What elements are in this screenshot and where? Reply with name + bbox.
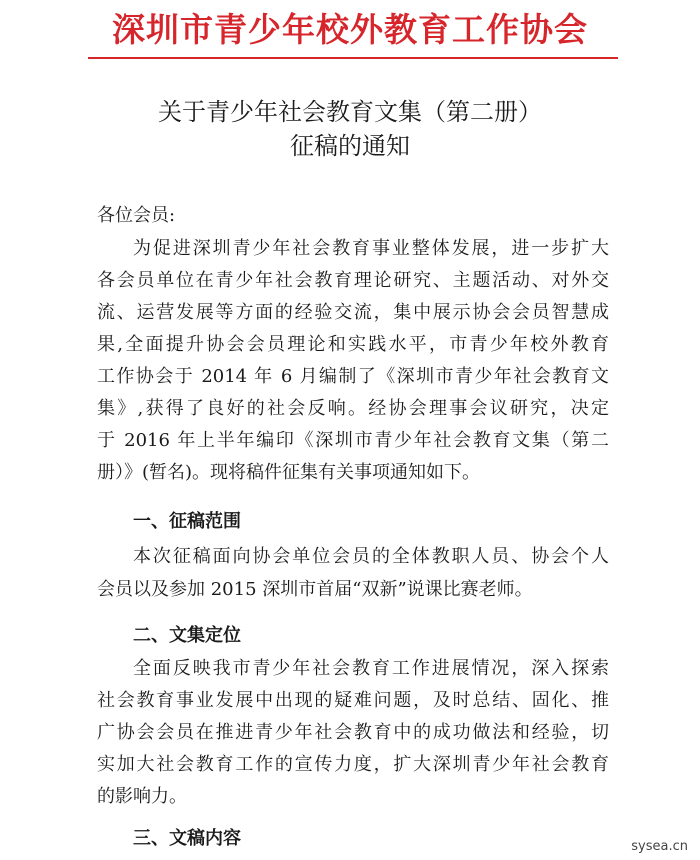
document-title-line-1: 关于青少年社会教育文集（第二册） — [158, 98, 542, 126]
letterhead-red-rule — [88, 57, 618, 59]
document-title-line-2: 征稿的通知 — [290, 132, 410, 160]
letterhead-org-name: 深圳市青少年校外教育工作协会 — [112, 10, 588, 49]
intro-line: 集》,获得了良好的社会反响。经协会理事会议研究，决定 — [97, 398, 609, 419]
intro-line: 册）》(暂名)。现将稿件征集有关事项通知如下。 — [97, 462, 481, 483]
site-watermark: sysea.cn — [631, 839, 688, 854]
section-line: 本次征稿面向协会单位会员的全体教职人员、协会个人 — [133, 546, 609, 567]
section-line: 广协会会员在推进青少年社会教育中的成功做法和经验，切 — [97, 722, 609, 743]
section-line: 社会教育事业发展中出现的疑难问题，及时总结、固化、推 — [97, 690, 609, 711]
section-line: 会员以及参加 2015 深圳市首届“双新”说课比赛老师。 — [97, 579, 533, 600]
intro-line: 为促进深圳青少年社会教育事业整体发展，进一步扩大 — [133, 238, 609, 259]
section-line: 的影响力。 — [97, 786, 187, 807]
intro-line: 工作协会于 2014 年 6 月编制了《深圳市青少年社会教育文 — [97, 366, 609, 387]
intro-line: 流、运营发展等方面的经验交流，集中展示协会会员智慧成 — [97, 302, 609, 323]
intro-line: 各会员单位在青少年社会教育理论研究、主题活动、对外交 — [97, 270, 609, 291]
section-heading-content: 三、文稿内容 — [133, 828, 241, 849]
intro-line: 果,全面提升协会会员理论和实践水平，市青少年校外教育 — [97, 334, 609, 355]
section-line: 实加大社会教育工作的宣传力度，扩大深圳青少年社会教育 — [97, 754, 609, 775]
section-line: 全面反映我市青少年社会教育工作进展情况，深入探索 — [133, 658, 609, 679]
salutation: 各位会员: — [97, 205, 176, 226]
section-heading-positioning: 二、文集定位 — [133, 625, 241, 646]
intro-line: 于 2016 年上半年编印《深圳市青少年社会教育文集（第二 — [97, 430, 609, 451]
section-heading-scope: 一、征稿范围 — [133, 511, 241, 532]
